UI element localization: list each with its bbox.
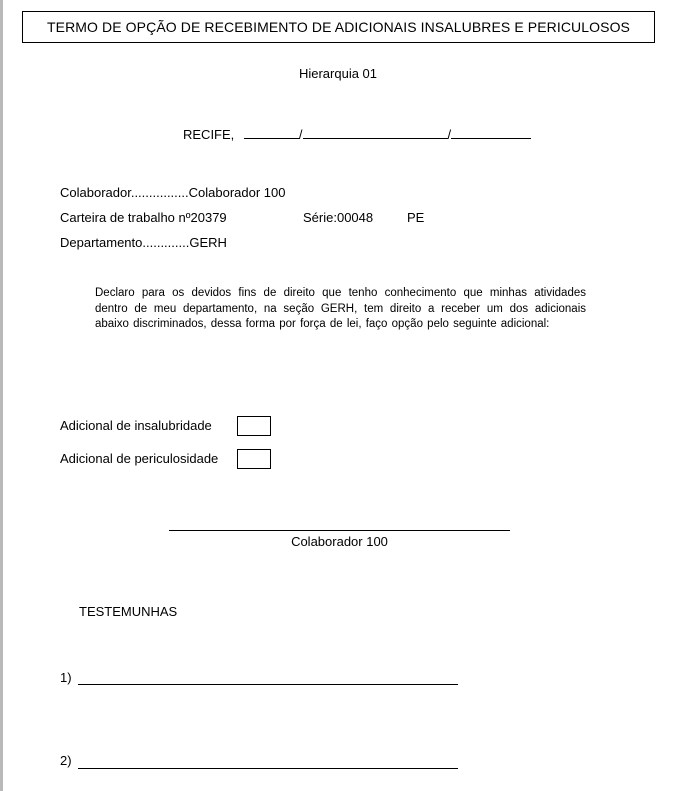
hierarchy-label: Hierarquia 01 xyxy=(298,66,378,81)
witness-1-number: 1) xyxy=(60,670,72,685)
signature-line xyxy=(169,530,510,531)
date-line xyxy=(183,126,531,142)
department-label: Departamento............. xyxy=(60,235,190,250)
ctps-number: 20379 xyxy=(190,210,227,225)
option-periculosidade-label: Adicional de periculosidade xyxy=(60,451,219,466)
declaration-text: Declaro para os devidos fins de direito que tenho conhecimento que minhas atividades dentro de meu departamento, na seção GERH, tem direito a receber um dos adicionais abaixo discriminados, dessa forma por força de lei, faço opção pelo seguinte adicional: xyxy=(95,287,586,330)
witness-1-line xyxy=(78,684,458,685)
date-separator: / xyxy=(298,127,303,142)
witnesses-heading: TESTEMUNHAS xyxy=(79,604,178,619)
date-day-blank xyxy=(244,126,299,139)
document-title: TERMO DE OPÇÃO DE RECEBIMENTO DE ADICIONAIS INSALUBRES E PERICULOSOS xyxy=(22,11,655,43)
ctps-row xyxy=(60,210,425,225)
signature-name: Colaborador 100 xyxy=(291,534,388,549)
option-periculosidade-checkbox[interactable] xyxy=(237,449,271,469)
department-value: GERH xyxy=(189,235,227,250)
option-insalubridade-label: Adicional de insalubridade xyxy=(60,418,212,433)
serie-field xyxy=(303,210,373,225)
employee-name-label: Colaborador................ xyxy=(60,185,189,200)
uf-value: PE xyxy=(407,210,425,225)
option-insalubridade-checkbox[interactable] xyxy=(237,416,271,436)
serie-value: 00048 xyxy=(336,210,374,225)
date-month-blank xyxy=(303,126,448,139)
department-row xyxy=(60,235,227,250)
employee-name: Colaborador 100 xyxy=(188,185,286,200)
date-separator: / xyxy=(447,127,452,142)
date-year-blank xyxy=(451,126,531,139)
serie-label: Série: xyxy=(303,210,337,225)
ctps-label: Carteira de trabalho nº xyxy=(60,210,191,225)
employee-name-row xyxy=(60,185,285,200)
page-edge xyxy=(0,0,3,791)
witness-2-number: 2) xyxy=(60,753,72,768)
witness-2-line xyxy=(78,768,458,769)
city-label: RECIFE, xyxy=(183,127,235,142)
